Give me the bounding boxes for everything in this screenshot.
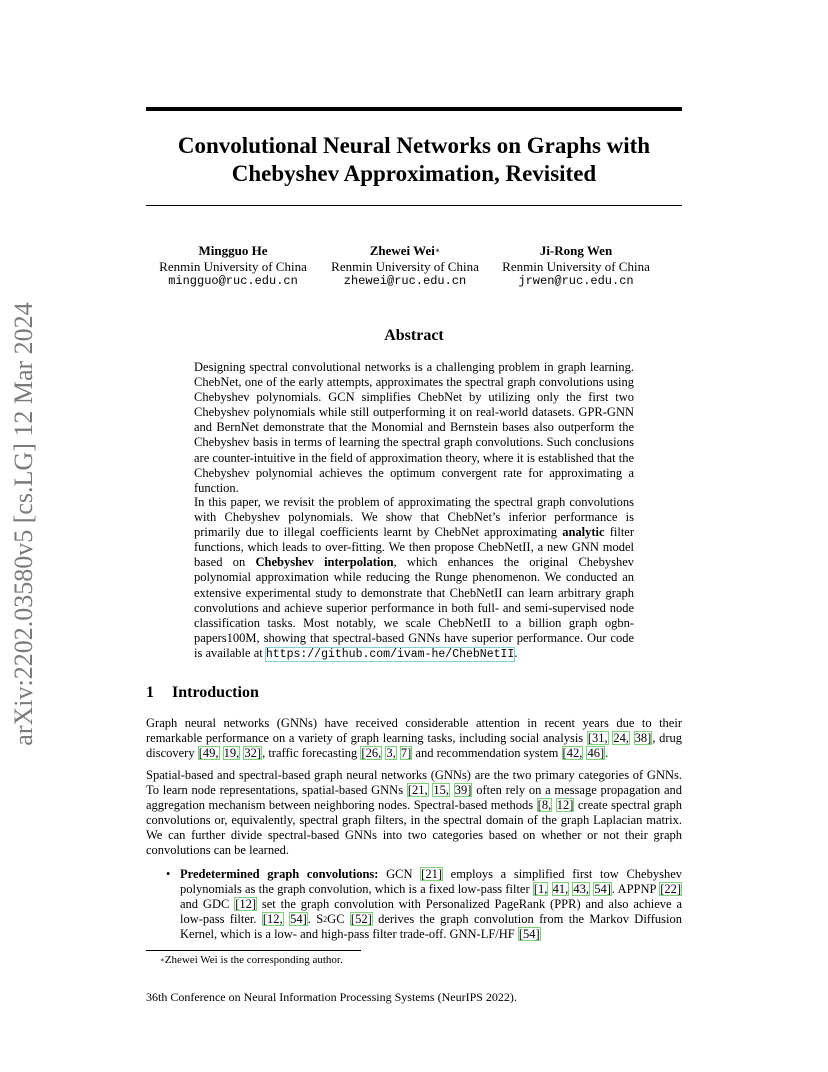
- title-bottom-rule: [146, 205, 682, 206]
- corresponding-author-mark: ∗: [434, 246, 441, 255]
- author-name: Mingguo He: [198, 243, 268, 258]
- citation-link[interactable]: [49,: [198, 746, 219, 761]
- citation-link[interactable]: 54]: [290, 912, 307, 927]
- bullet-item-predetermined: [166, 867, 682, 942]
- title-line-2: Chebyshev Approximation, Revisited: [231, 161, 597, 186]
- bullet-point: •: [166, 867, 171, 881]
- intro-paragraph-1: Graph neural networks (GNNs) have received considerable attention in recent years due to their remarkable performance on a variety of graph learning tasks, including social analysis [31, 24, 38], drug discovery [49, 19, 32], traffic forecasting [26, 3, 7] and recommendation system [42, 46].: [146, 716, 683, 761]
- bullet-text: Predetermined graph convolutions: GCN [21] employs a simplified first tow Chebyshev polynomials as the graph convolution, which is a fixed low-pass filter [1, 41, 43, 54]. APPNP [22] and GDC [12] set the graph convolution with Personalized PageRank (PPR) and also achieve a low-pass filter. [12, 54]. $S^2GC$ [52] derives the graph convolution from the Markov Diffusion Kernel, which is a low- and high-pass filter trade-off. GNN-LF/HF [54]: [180, 867, 682, 942]
- citation-link[interactable]: 12]: [556, 798, 574, 813]
- citation-link[interactable]: 41,: [552, 882, 569, 897]
- citation-link[interactable]: [31,: [587, 731, 608, 746]
- intro-paragraph-2: Spatial-based and spectral-based graph neural networks (GNNs) are the two primary categories of GNNs. To learn node representations, spatial-based GNNs [21, 15, 39] often rely on a message propagation and aggregation mechanism between neighboring nodes. Spectral-based methods [8, 12] create spectral graph convolutions or, equivalently, spectral graph filters, in the spectral domain of the graph Laplacian matrix. We can further divide spectral-based GNNs into two categories based on whether or not their graph convolutions can be learned.: [146, 768, 683, 858]
- arxiv-identifier: arXiv:2202.03580v5 [cs.LG] 12 Mar 2024: [9, 302, 38, 746]
- author-email[interactable]: zhewei@ruc.edu.cn: [343, 274, 467, 288]
- citation-link[interactable]: 3,: [386, 746, 396, 761]
- citation-link[interactable]: 54]: [594, 882, 611, 897]
- abstract-paragraph-2: In this paper, we revisit the problem of approximating the spectral graph convolutions with Chebyshev polynomials. We show that ChebNet’s inferior performance is primarily due to illegal coefficients learnt by ChebNet approximating analytic filter functions, which leads to over-fitting. We then propose ChebNetII, a new GNN model based on Chebyshev interpolation, which enhances the original Chebyshev polynomial approximation while reducing the Runge phenomenon. We conducted an extensive experimental study to demonstrate that ChebNetII can learn arbitrary graph convolutions and achieve superior performance in both full- and semi-supervised node classification tasks. Most notably, we scale ChebNetII to a billion graph ogbn-papers100M, showing that spectral-based GNNs have superior performance. Our code is available at https://github.com/ivam-he/ChebNetII.: [194, 495, 634, 661]
- paper-title: [146, 132, 682, 188]
- citation-link[interactable]: 7]: [400, 746, 412, 761]
- citation-link[interactable]: [26,: [361, 746, 382, 761]
- citation-link[interactable]: [21,: [407, 783, 428, 798]
- venue-note: 36th Conference on Neural Information Processing Systems (NeurIPS 2022).: [146, 990, 517, 1004]
- citation-link[interactable]: [12,: [262, 912, 283, 927]
- author-name: Zhewei Wei∗: [369, 243, 441, 258]
- citation-link[interactable]: [12]: [235, 897, 257, 912]
- citation-link[interactable]: 39]: [454, 783, 472, 798]
- footnote-rule: [146, 950, 361, 951]
- citation-link[interactable]: 43,: [573, 882, 590, 897]
- author-block-1: [146, 243, 320, 290]
- author-affiliation: Renmin University of China: [331, 258, 479, 274]
- citation-link[interactable]: 19,: [223, 746, 240, 761]
- title-top-rule: [146, 107, 682, 111]
- citation-link[interactable]: 15,: [433, 783, 450, 798]
- citation-link[interactable]: [22]: [660, 882, 682, 897]
- section-heading-introduction: 1 Introduction: [146, 684, 259, 701]
- author-affiliation: Renmin University of China: [159, 258, 307, 274]
- citation-link[interactable]: 46]: [587, 746, 605, 761]
- code-url-link[interactable]: https://github.com/ivam-he/ChebNetII: [265, 647, 515, 661]
- citation-link[interactable]: [52]: [350, 912, 372, 927]
- citation-link[interactable]: [42,: [562, 746, 583, 761]
- citation-link[interactable]: [21]: [421, 867, 442, 881]
- footnote: ∗Zhewei Wei is the corresponding author.: [160, 954, 343, 966]
- author-affiliation: Renmin University of China: [502, 258, 650, 274]
- author-email[interactable]: mingguo@ruc.edu.cn: [168, 274, 298, 288]
- title-line-1: Convolutional Neural Networks on Graphs with: [177, 133, 651, 158]
- footnote-mark: ∗: [160, 956, 165, 964]
- citation-link[interactable]: [8,: [537, 798, 552, 813]
- citation-link[interactable]: [54]: [518, 927, 540, 942]
- author-email[interactable]: jrwen@ruc.edu.cn: [518, 274, 634, 288]
- citation-link[interactable]: 32]: [244, 746, 262, 761]
- abstract-paragraph-1: Designing spectral convolutional networks is a challenging problem in graph learning. ChebNet, one of the early attempts, approximates the spectral graph convolutions using Chebyshev polynomials. GCN simplifies ChebNet by utilizing only the first two Chebyshev polynomials while still outperforming it on real-world datasets. GPR-GNN and BernNet demonstrate that the Monomial and Bernstein bases also outperform the Chebyshev basis in terms of learning the spectral graph convolutions. Such conclusions are counter-intuitive in the field of approximation theory, where it is established that the Chebyshev polynomial achieves the optimum convergent rate for approximating a function.: [194, 360, 634, 495]
- citation-link[interactable]: [1,: [533, 882, 548, 897]
- author-name: Ji-Rong Wen: [539, 243, 613, 258]
- abstract-heading: Abstract: [384, 327, 444, 344]
- citation-link[interactable]: 24,: [613, 731, 629, 746]
- author-block-3: [490, 243, 662, 290]
- author-block-2: [318, 243, 492, 290]
- citation-link[interactable]: 38]: [634, 731, 652, 746]
